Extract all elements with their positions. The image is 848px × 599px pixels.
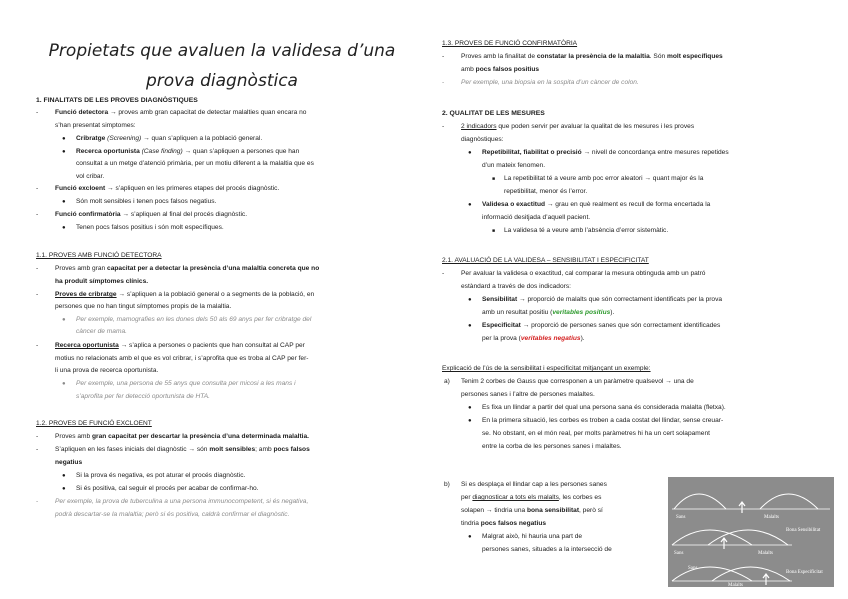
bullet-icon: ● [62,136,66,142]
list-item: La validesa té a veure amb l’absència d’error sistemàtic. [504,227,669,234]
list-item: Si la prova és negativa, es pot aturar el procés diagnòstic. [76,472,246,479]
label-malalts-2: Malalts [758,551,773,556]
example-text: Per exemple, mamografies en les dones dels 50 als 69 anys per fer cribratge del [76,316,312,323]
example-text: càncer de mama. [76,328,127,335]
list-item: amb pocs falsos positius [461,66,540,73]
list-item: Malgrat això, hi hauria una part de [482,533,583,540]
example-text: s’aprofita per fer detecció oportunista de HTA. [76,393,211,400]
dash-marker: - [442,79,445,86]
list-item: persones sanes i l’altre de persones malaltes. [461,391,595,398]
list-item: per la prova (veritables negatius). [482,335,585,342]
bullet-icon: ● [62,199,66,205]
bullet-icon: ■ [492,228,496,234]
list-item: ha produït símptomes clínics. [55,278,149,285]
label-sans-1: Sans [676,515,686,520]
list-item: Funció detectora → proves amb gran capacitat de detectar malalties quan encara no [55,109,307,116]
list-item: Funció excloent → s’apliquen en les primeres etapes del procés diagnòstic. [55,185,280,192]
list-item: informació desitjada d’aquell pacient. [482,214,591,221]
list-item: Són molt sensibles i tenen pocs falsos negatius. [76,198,217,205]
bullet-icon: ● [468,297,472,303]
dash-marker: - [36,446,39,453]
bullet-icon: ● [62,317,66,323]
list-item: En la primera situació, les corbes es troben a cada costat del llindar, sense creuar- [482,417,724,424]
section-1-1-heading: 1.1. PROVES AMB FUNCIÓ DETECTORA [36,252,162,259]
list-item: persones que no han tingut símptomes propis de la malaltia. [55,303,232,310]
list-item: solapen → tindria una bona sensibilitat, però sí [461,507,603,514]
dash-marker: - [36,498,39,505]
bullet-icon: ● [468,202,472,208]
dash-marker: - [36,211,39,218]
bullet-icon: ● [468,405,472,411]
list-item: Especificitat → proporció de persones sanes que són correctament identificades [482,322,721,329]
section-2-heading: 2. QUALITAT DE LES MESURES [442,110,545,117]
list-item: Proves amb gran capacitat per a detectar la presència d’una malaltia concreta que no [55,265,320,272]
list-item: se. No obstant, en el món real, per molts paràmetres hi ha un cert solapament [482,430,710,437]
list-item: Es fixa un llindar a partir del qual una persona sana és considerada malalta (fletxa). [482,404,726,411]
list-item: Repetibilitat, fiabilitat o precisió → nivell de concordança entre mesures repetides [482,149,729,156]
bullet-icon: ● [468,534,472,540]
dash-marker: - [36,433,39,440]
example-text: podrà descartar-se la malaltia; però si és positiva, caldrà confirmar el diagnòstic. [55,511,290,518]
list-item: s’han presentat simptomes: [55,122,136,129]
bullet-icon: ● [62,149,66,155]
bullet-icon: ● [468,150,472,156]
dash-marker: - [442,123,445,130]
list-item: amb un resultat positiu (veritables positius). [482,309,615,316]
bullet-icon: ● [468,323,472,329]
list-item: Tenim 2 corbes de Gauss que corresponen a un paràmetre qualsevol → una de [461,378,694,385]
dash-marker: - [36,185,39,192]
label-malalts-1: Malalts [764,515,779,520]
example-heading: Explicació de l’ús de la sensibilitat i especificitat mitjançant un exemple: [442,365,651,372]
bullet-icon: ■ [492,176,496,182]
list-item: consultat a un metge d’atenció primària, per un motiu diferent a la malaltia que es [76,160,314,167]
list-item: negatius [55,459,83,466]
example-text: Per exemple, una biopsia en la sospita d’un càncer de colon. [461,79,639,86]
section-1-heading: 1. FINALITATS DE LES PROVES DIAGNÒSTIQUES [36,97,198,104]
dash-marker: - [36,109,39,116]
bullet-icon: ● [62,473,66,479]
label-malalts-3: Malalts [728,583,743,587]
dash-marker: - [442,53,445,60]
dash-marker: - [36,342,39,349]
title-line-2: prova diagnòstica [146,71,298,91]
list-marker: b) [444,481,450,488]
dash-marker: - [442,270,445,277]
dash-marker: - [36,291,39,298]
list-marker: a) [444,378,450,385]
list-item: persones sanes, situades a la intersecció de [482,546,612,553]
list-item: Tenen pocs falsos positius i són molt específiques. [76,224,224,231]
section-1-2-heading: 1.2. PROVES DE FUNCIÓ EXCLOENT [36,420,152,427]
section-2-1-heading: 2.1. AVALUACIÓ DE LA VALIDESA – SENSIBILITAT I ESPECIFICITAT [442,257,649,264]
list-item: d’un mateix fenomen. [482,162,546,169]
list-item: motius no relacionats amb el que es vol cribrar, i s’aprofita que es troba al CAP per fer- [55,355,309,362]
list-item: Sensibilitat → proporció de malalts que són correctament identificats per la prova [482,296,723,303]
example-text: Per exemple, la prova de tuberculina a una persona immunocompetent, si és negativa, [55,498,309,505]
gaussian-curves-svg [668,477,834,587]
list-item: Si es desplaça el llindar cap a les persones sanes [461,481,607,488]
bullet-icon: ● [62,381,66,387]
list-item: Validesa o exactitud → grau en què realment es recull de forma encertada la [482,201,711,208]
label-sans-2: Sans [674,551,684,556]
list-item: 2 indicadors que poden servir per avaluar la qualitat de les mesures i les proves [461,123,695,130]
gaussian-curves-figure [668,477,834,587]
list-item: Proves amb gran capacitat per descartar la presència d’una determinada malaltia. [55,433,309,440]
list-item: repetibilitat, menor és l’error. [504,188,588,195]
list-item: per diagnosticar a tots els malalts, les corbes es [461,494,602,501]
list-item: Proves amb la finalitat de constatar la presència de la malaltia. Són molt específiques [461,53,723,60]
list-item: S’apliquen en les fases inicials del diagnòstic → són molt sensibles; amb pocs falsos [55,446,310,453]
bullet-icon: ● [62,486,66,492]
label-bona-sensibilitat: Bona Sensibilitat [786,528,821,533]
section-1-3-heading: 1.3. PROVES DE FUNCIÓ CONFIRMATÒRIA [442,40,578,47]
list-item: diagnòstiques: [461,136,504,143]
list-item: li una prova de recerca oportunista. [55,367,159,374]
label-sans-3: Sans [688,566,698,571]
dash-marker: - [36,265,39,272]
label-bona-especificitat: Bona Especificitat [786,570,823,575]
example-text: Per exemple, una persona de 55 anys que consulta per micosi a les mans i [76,380,296,387]
list-item: Cribratge (Screening) → quan s’apliquen a la població general. [76,135,263,142]
list-item: estàndard a través de dos indicadors: [461,283,571,290]
list-item: Funció confirmatòria → s’apliquen al final del procés diagnòstic. [55,211,248,218]
list-item: Recerca oportunista → s’aplica a persones o pacients que han consultat al CAP per [55,342,305,349]
list-item: vol cribar. [76,173,105,180]
list-item: tindria pocs falsos negatius [461,520,547,527]
list-item: Recerca oportunista (Case finding) → quan s’apliquen a persones que han [76,148,300,155]
list-item: Per avaluar la validesa o exactitud, cal comparar la mesura obtinguda amb un patró [461,270,706,277]
bullet-icon: ● [468,418,472,424]
list-item: La repetibilitat té a veure amb poc error aleatori → quant major és la [504,175,704,182]
list-item: entre la corba de les persones sanes i malaltes. [482,443,622,450]
bullet-icon: ● [62,225,66,231]
list-item: Proves de cribratge → s’apliquen a la població general o a segments de la població, en [55,291,315,298]
list-item: Si és positiva, cal seguir el procés per acabar de confirmar-ho. [76,485,259,492]
title-line-1: Propietats que avaluen la validesa d’una [48,41,396,61]
